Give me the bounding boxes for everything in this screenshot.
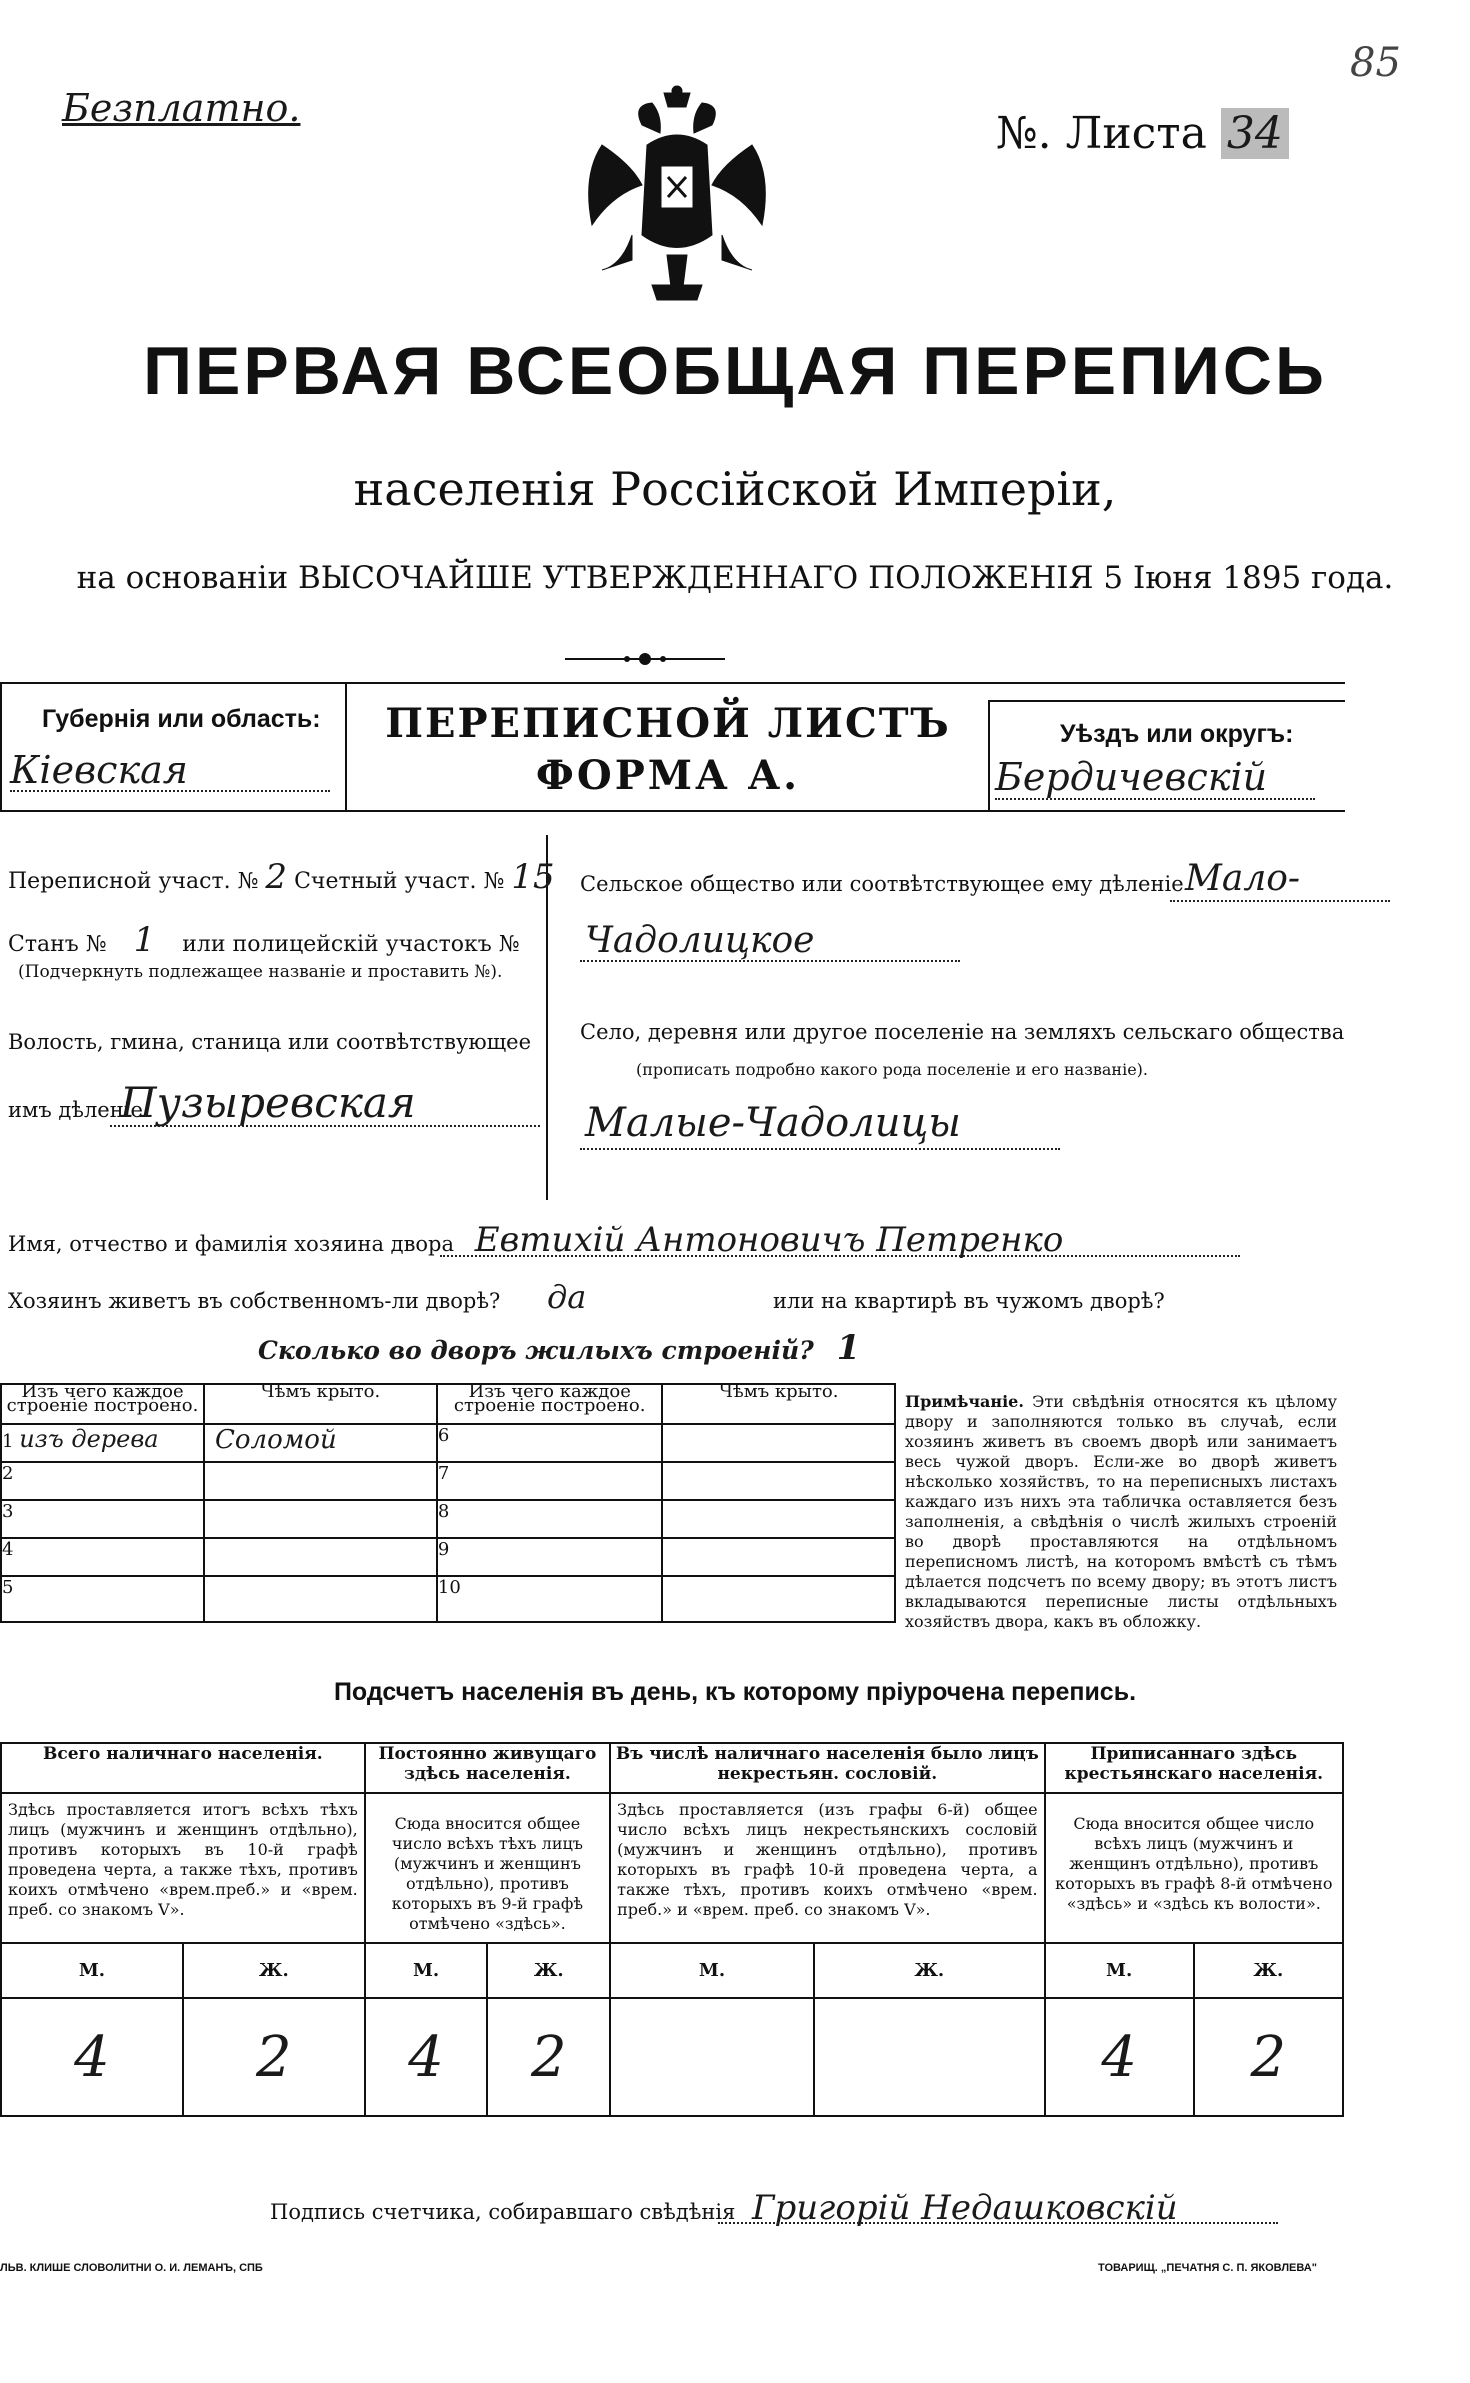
- basis-line: на основаніи ВЫСОЧАЙШЕ УТВЕРЖДЕННАГО ПОЛОЖЕНІЯ 5 Іюня 1895 года.: [76, 560, 1394, 596]
- society-label: Сельское общество или соотвѣтствующее ему дѣленіе: [580, 872, 1184, 896]
- stan-value: 1: [133, 920, 156, 960]
- row-number: 9: [437, 1538, 663, 1576]
- table-row: [1, 1576, 895, 1622]
- female-label: Ж.: [183, 1943, 365, 1998]
- buildings-label: Сколько во дворъ жилыхъ строеній?: [258, 1336, 814, 1365]
- printer-left: ЛЬВ. КЛИШЕ СЛОВОЛИТНИ О. И. ЛЕМАНЪ, СПБ: [0, 2262, 263, 2274]
- sheet-number-label: №. Листа: [996, 108, 1207, 159]
- police-label: или полицейскій участокъ №: [182, 932, 520, 957]
- owner-value: Евтихій Антоновичъ Петренко: [474, 1220, 1064, 1260]
- roof-value: Соломой: [204, 1424, 437, 1462]
- stan-label: Станъ №: [8, 932, 107, 957]
- count-area-value: 15: [511, 857, 555, 897]
- row-number: 2: [1, 1462, 204, 1500]
- table-row: [1, 1462, 895, 1500]
- female-label: Ж.: [1194, 1943, 1343, 1998]
- count-area-label: Счетный участ. №: [294, 869, 505, 894]
- row-number: 6: [437, 1424, 663, 1462]
- form-title: ПЕРЕПИСНОЙ ЛИСТЪ: [385, 700, 951, 747]
- note-text: Эти свѣдѣнія относятся къ цѣлому двору и заполняются только въ случаѣ, если хозяинъ живетъ въ своемъ дворѣ или занимаетъ весь чужой дворъ. Если-же во дворѣ живетъ нѣсколько хозяйствъ, то на переписныхъ листахъ каждаго изъ нихъ эта табличка оставляется безъ заполненія, а свѣдѣнія о числѣ жилыхъ строеній во дворѣ проставляются на отдѣльномъ переписномъ листѣ, на которомъ вмѣстѣ съ тѣмъ дѣлается подсчетъ по всему двору; въ этотъ листъ вкладываются переписные листы отдѣльныхъ хозяйствъ двора, какъ въ обложку.: [905, 1392, 1338, 1631]
- volost-value: Пузыревская: [120, 1078, 416, 1127]
- buildings-line: [258, 1328, 860, 1368]
- society-value-1: Мало-: [1185, 858, 1301, 899]
- roof-header: Чѣмъ крыто.: [204, 1384, 437, 1424]
- volost-label: Волость, гмина, станица или соотвѣтствующее: [8, 1030, 532, 1054]
- row-number: 7: [437, 1462, 663, 1500]
- note-title: Примѣчаніе.: [905, 1392, 1024, 1411]
- female-label: Ж.: [487, 1943, 610, 1998]
- male-label: М.: [1, 1943, 183, 1998]
- pop-present-male: 4: [1, 1998, 183, 2116]
- sheet-number-value: 34: [1221, 108, 1289, 159]
- pop-peasant-male: 4: [1045, 1998, 1194, 2116]
- pop-resident-male: 4: [365, 1998, 488, 2116]
- pop-col-title-2: Постоянно живущаго здѣсь населенія.: [365, 1743, 610, 1793]
- sheet-number: [996, 108, 1289, 159]
- pop-col-title-4: Приписаннаго здѣсь крестьянскаго населенія.: [1045, 1743, 1343, 1793]
- lives-own-label: Хозяинъ живетъ въ собственномъ-ли дворѣ?: [8, 1289, 501, 1313]
- village-value: Малые-Чадолицы: [585, 1100, 961, 1146]
- uezd-label: Уѣздъ или округъ:: [1060, 720, 1294, 748]
- stan-line: [8, 920, 520, 960]
- material-value: изъ дерева: [19, 1425, 159, 1453]
- gubernia-label: Губернія или область:: [42, 705, 321, 733]
- material-header-2: Изъ чего каждое строеніе построено.: [437, 1384, 663, 1424]
- form-letter: ФОРМА А.: [535, 752, 801, 799]
- ornament-divider: [565, 650, 725, 668]
- owner-line: [8, 1220, 1063, 1260]
- owner-label: Имя, отчество и фамилія хозяина двора: [8, 1232, 455, 1256]
- table-row: [1, 1424, 895, 1462]
- underline-note: (Подчеркнуть подлежащее названіе и проставить №).: [18, 962, 503, 982]
- census-area-label: Переписной участ. №: [8, 869, 259, 894]
- row-number: 10: [437, 1576, 663, 1622]
- pop-present-female: 2: [183, 1998, 365, 2116]
- female-label: Ж.: [814, 1943, 1045, 1998]
- pop-col-title-3: Въ числѣ наличнаго населенія было лицъ некрестьян. сословій.: [610, 1743, 1044, 1793]
- pop-nonpeasant-male: [610, 1998, 814, 2116]
- row-number: 4: [1, 1538, 204, 1576]
- lives-line: [8, 1278, 1165, 1316]
- volost-label-2: имъ дѣленіе: [8, 1098, 143, 1122]
- population-table: [0, 1742, 1344, 2117]
- page-subtitle: населенія Россійской Имперіи,: [353, 462, 1117, 516]
- census-area: [8, 857, 555, 897]
- pop-resident-female: 2: [487, 1998, 610, 2116]
- row-number: 1: [2, 1431, 14, 1452]
- buildings-value: 1: [836, 1328, 861, 1368]
- row-number: 8: [437, 1500, 663, 1538]
- corner-mark: 85: [1350, 40, 1401, 86]
- society-value-2: Чадолицкое: [585, 920, 815, 961]
- signature-label: Подпись счетчика, собиравшаго свѣдѣнія: [270, 2200, 736, 2224]
- free-label: Безплатно.: [62, 86, 301, 130]
- pop-col-desc-1: Здѣсь проставляется итогъ всѣхъ тѣхъ лицъ (мужчинъ и женщинъ отдѣльно), противъ которыхъ въ 10-й графѣ проведена черта, а также тѣхъ, противъ коихъ отмѣчено «врем.преб.» и «врем. преб. со знакомъ V».: [1, 1793, 365, 1943]
- gubernia-value: Кіевская: [10, 748, 188, 792]
- lives-other-label: или на квартирѣ въ чужомъ дворѣ?: [773, 1289, 1165, 1313]
- roof-header-2: Чѣмъ крыто.: [662, 1384, 895, 1424]
- male-label: М.: [365, 1943, 488, 1998]
- table-row: [1, 1538, 895, 1576]
- row-number: 3: [1, 1500, 204, 1538]
- pop-col-desc-3: Здѣсь проставляется (изъ графы 6-й) общее число всѣхъ лицъ некрестьянскихъ сословій (мужчинъ и женщинъ отдѣльно), противъ которыхъ въ графѣ 10-й проведена черта, а также тѣхъ, противъ коихъ отмѣчено «врем. преб.» и «врем. преб. со знакомъ V».: [610, 1793, 1044, 1943]
- population-heading: Подсчетъ населенія въ день, къ которому пріурочена перепись.: [333, 1678, 1137, 1706]
- note-block: [905, 1392, 1337, 1632]
- male-label: М.: [610, 1943, 814, 1998]
- census-area-value: 2: [265, 857, 288, 897]
- row-number: 5: [1, 1576, 204, 1622]
- material-header: Изъ чего каждое строеніе построено.: [1, 1384, 204, 1424]
- pop-col-title-1: Всего наличнаго населенія.: [1, 1743, 365, 1793]
- signature-value: Григорій Недашковскій: [752, 2188, 1178, 2228]
- village-label: Село, деревня или другое поселеніе на земляхъ сельскаго общества: [580, 1020, 1345, 1044]
- pop-peasant-female: 2: [1194, 1998, 1343, 2116]
- male-label: М.: [1045, 1943, 1194, 1998]
- pop-nonpeasant-female: [814, 1998, 1045, 2116]
- printer-right: ТОВАРИЩ. „ПЕЧАТНЯ С. П. ЯКОВЛЕВА": [1098, 2262, 1317, 2274]
- buildings-table: [0, 1383, 896, 1623]
- lives-own-value: да: [546, 1278, 587, 1316]
- page-title: ПЕРВАЯ ВСЕОБЩАЯ ПЕРЕПИСЬ: [143, 333, 1327, 409]
- table-row: [1, 1500, 895, 1538]
- coat-of-arms-emblem: [572, 85, 782, 305]
- pop-col-desc-4: Сюда вносится общее число всѣхъ лицъ (мужчинъ и женщинъ отдѣльно), противъ которыхъ въ графѣ 8-й отмѣчено «здѣсь» и «здѣсь къ волости».: [1045, 1793, 1343, 1943]
- pop-col-desc-2: Сюда вносится общее число всѣхъ тѣхъ лицъ (мужчинъ и женщинъ отдѣльно), противъ которыхъ въ 9-й графѣ отмѣчено «здѣсь».: [365, 1793, 610, 1943]
- uezd-value: Бердичевскій: [995, 755, 1268, 799]
- village-note: (прописать подробно какого рода поселеніе и его названіе).: [636, 1060, 1148, 1079]
